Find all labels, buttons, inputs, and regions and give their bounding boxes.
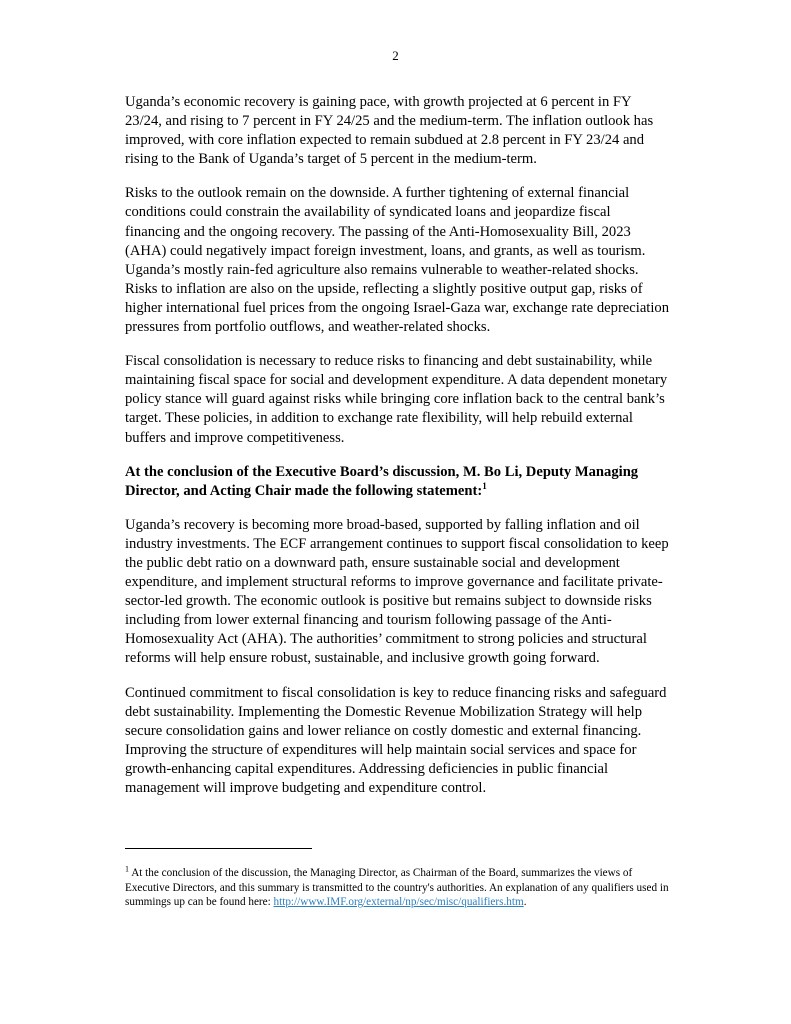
page-number: 2 [392,48,399,63]
paragraph-commitment: Continued commitment to fiscal consolidation is key to reduce financing risks and safeguard debt sustainability. Implementing the Domestic Revenue Mobilization Strategy will help secure consolidation gains and lower reliance on costly domestic and external financing. Improving the structure of expenditures will help maintain social services and space for growth-enhancing capital expenditures. Addressing deficiencies in public financial management will improve budgeting and expenditure control. [125,684,667,796]
paragraph-risks: Risks to the outlook remain on the downside. A further tightening of external financial conditions could constrain the availability of syndicated loans and jeopardize fiscal financing and the ongoing recovery. The passing of the Anti-Homosexuality Bill, 2023 (AHA) could negatively impact foreign investment, loans, and grants, as well as tourism. Uganda’s mostly rain-fed agriculture also remains vulnerable to weather-related shocks. Risks to inflation are also on the upside, reflecting a slightly positive output gap, risks of higher international fuel prices from the ongoing Israel-Gaza war, exchange rate depreciation pressures from portfolio outflows, and weather-related shocks. [125,185,670,336]
footnote-reference[interactable]: 1 [482,480,487,491]
paragraph-growth-outlook: Uganda’s economic recovery is gaining pace, with growth projected at 6 percent in FY 23/24, and rising to 7 percent in FY 24/25 and the medium-term. The inflation outlook has improved, with core inflation expected to remain subdued at 2.8 percent in FY 23/24 and rising to the Bank of Uganda’s target of 5 percent in the medium-term. [125,94,654,168]
footnote [125,866,671,910]
qualifiers-link[interactable]: http://www.IMF.org/external/np/sec/misc/qualifiers.htm [273,896,524,908]
document-body [125,93,669,813]
footnote-marker: 1 [125,864,129,874]
paragraph-recovery: Uganda’s recovery is becoming more broad-based, supported by falling inflation and oil industry investments. The ECF arrangement continues to support fiscal consolidation to keep the public debt ratio on a downward path, ensure sustainable social and development expenditure, and implement structural reforms to improve governance and facilitate private-sector-led growth. The economic outlook is positive but remains subject to downside risks including from lower external financing and tourism following passage of the Anti-Homosexuality Act (AHA). The authorities’ commitment to strong policies and structural reforms will help ensure robust, sustainable, and inclusive growth going forward. [125,516,669,667]
paragraph-fiscal-consolidation: Fiscal consolidation is necessary to reduce risks to financing and debt sustainability, while maintaining fiscal space for social and development expenditure. A data dependent monetary policy stance will guard against risks while bringing core inflation back to the central bank’s target. These policies, in addition to exchange rate flexibility, will help rebuild external buffers and improve competitiveness. [125,353,668,446]
footnote-divider [125,848,312,849]
statement-heading [125,463,669,501]
statement-heading-text: At the conclusion of the Executive Board’s discussion, M. Bo Li, Deputy Managing Director, and Acting Chair made the following statement: [125,463,639,499]
footnote-trailing: . [523,896,527,908]
footnote-text: At the conclusion of the discussion, the Managing Director, as Chairman of the Board, summarizes the views of Executive Directors, and this summary is transmitted to the country's authorities. An explanation of any qualifiers used in summings up can be found here: [125,867,669,908]
